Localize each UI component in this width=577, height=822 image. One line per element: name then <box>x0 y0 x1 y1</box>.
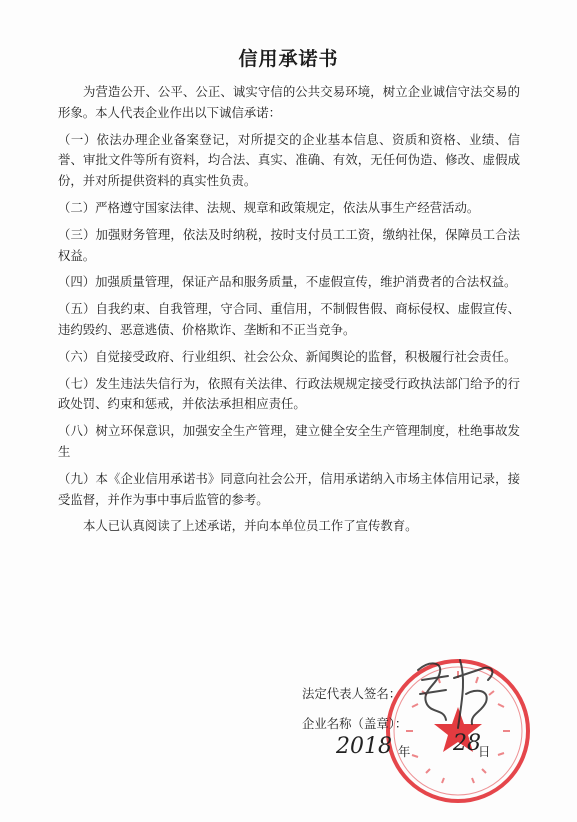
document-body <box>58 82 520 543</box>
item-9: （九）本《企业信用承诺书》同意向社会公开，信用承诺纳入市场主体信用记录，接受监督，并作为事中事后监管的参考。 <box>58 470 520 507</box>
company-name-label: 企业名称（盖章）： <box>302 716 408 731</box>
date-day-handwritten: 28 <box>453 731 481 756</box>
date-year-unit: 年 <box>398 744 411 759</box>
handwritten-signature-icon <box>400 650 510 740</box>
item-1: （一）依法办理企业备案登记，对所提交的企业基本信息、资质和资格、业绩、信誉、审批文件等所有资料，均合法、真实、准确、有效，无任何伪造、修改、虚假成份，并对所提供资料的真实性负责。 <box>58 131 520 189</box>
item-3: （三）加强财务管理，依法及时纳税，按时支付员工工资，缴纳社保，保障员工合法权益。 <box>58 226 520 263</box>
item-4: （四）加强质量管理，保证产品和服务质量，不虚假宣传，维护消费者的合法权益。 <box>58 274 517 290</box>
item-2: （二）严格遵守国家法律、法规、规章和政策规定，依法从事生产经营活动。 <box>58 199 480 215</box>
date-year-handwritten: 2018 <box>336 734 392 759</box>
closing-paragraph: 本人已认真阅读了上述承诺，并向本单位员工作了宣传教育。 <box>83 518 418 534</box>
item-6: （六）自觉接受政府、行业组织、社会公众、新闻舆论的监督，积极履行社会责任。 <box>58 348 517 364</box>
item-8: （八）树立环保意识，加强安全生产管理，建立健全安全生产管理制度，杜绝事故发生 <box>58 423 520 459</box>
date-day-unit: 日 <box>478 744 491 759</box>
item-7: （七）发生违法失信行为，依照有关法律、行政法规规定接受行政执法部门给予的行政处罚、约束和惩戒，并依法承担相应责任。 <box>58 375 520 412</box>
intro-paragraph: 为营造公开、公平、公正、诚实守信的公共交易环境，树立企业诚信守法交易的形象。本人代表企业作出以下诚信承诺： <box>58 84 520 120</box>
document-title: 信用承诺书 <box>238 48 339 70</box>
legal-representative-label: 法定代表人签名： <box>302 686 402 701</box>
item-5: （五）自我约束、自我管理，守合同、重信用，不制假售假、商标侵权、虚假宣传、违约毁约、恶意逃债、价格欺诈、垄断和不正当竞争。 <box>58 301 520 337</box>
